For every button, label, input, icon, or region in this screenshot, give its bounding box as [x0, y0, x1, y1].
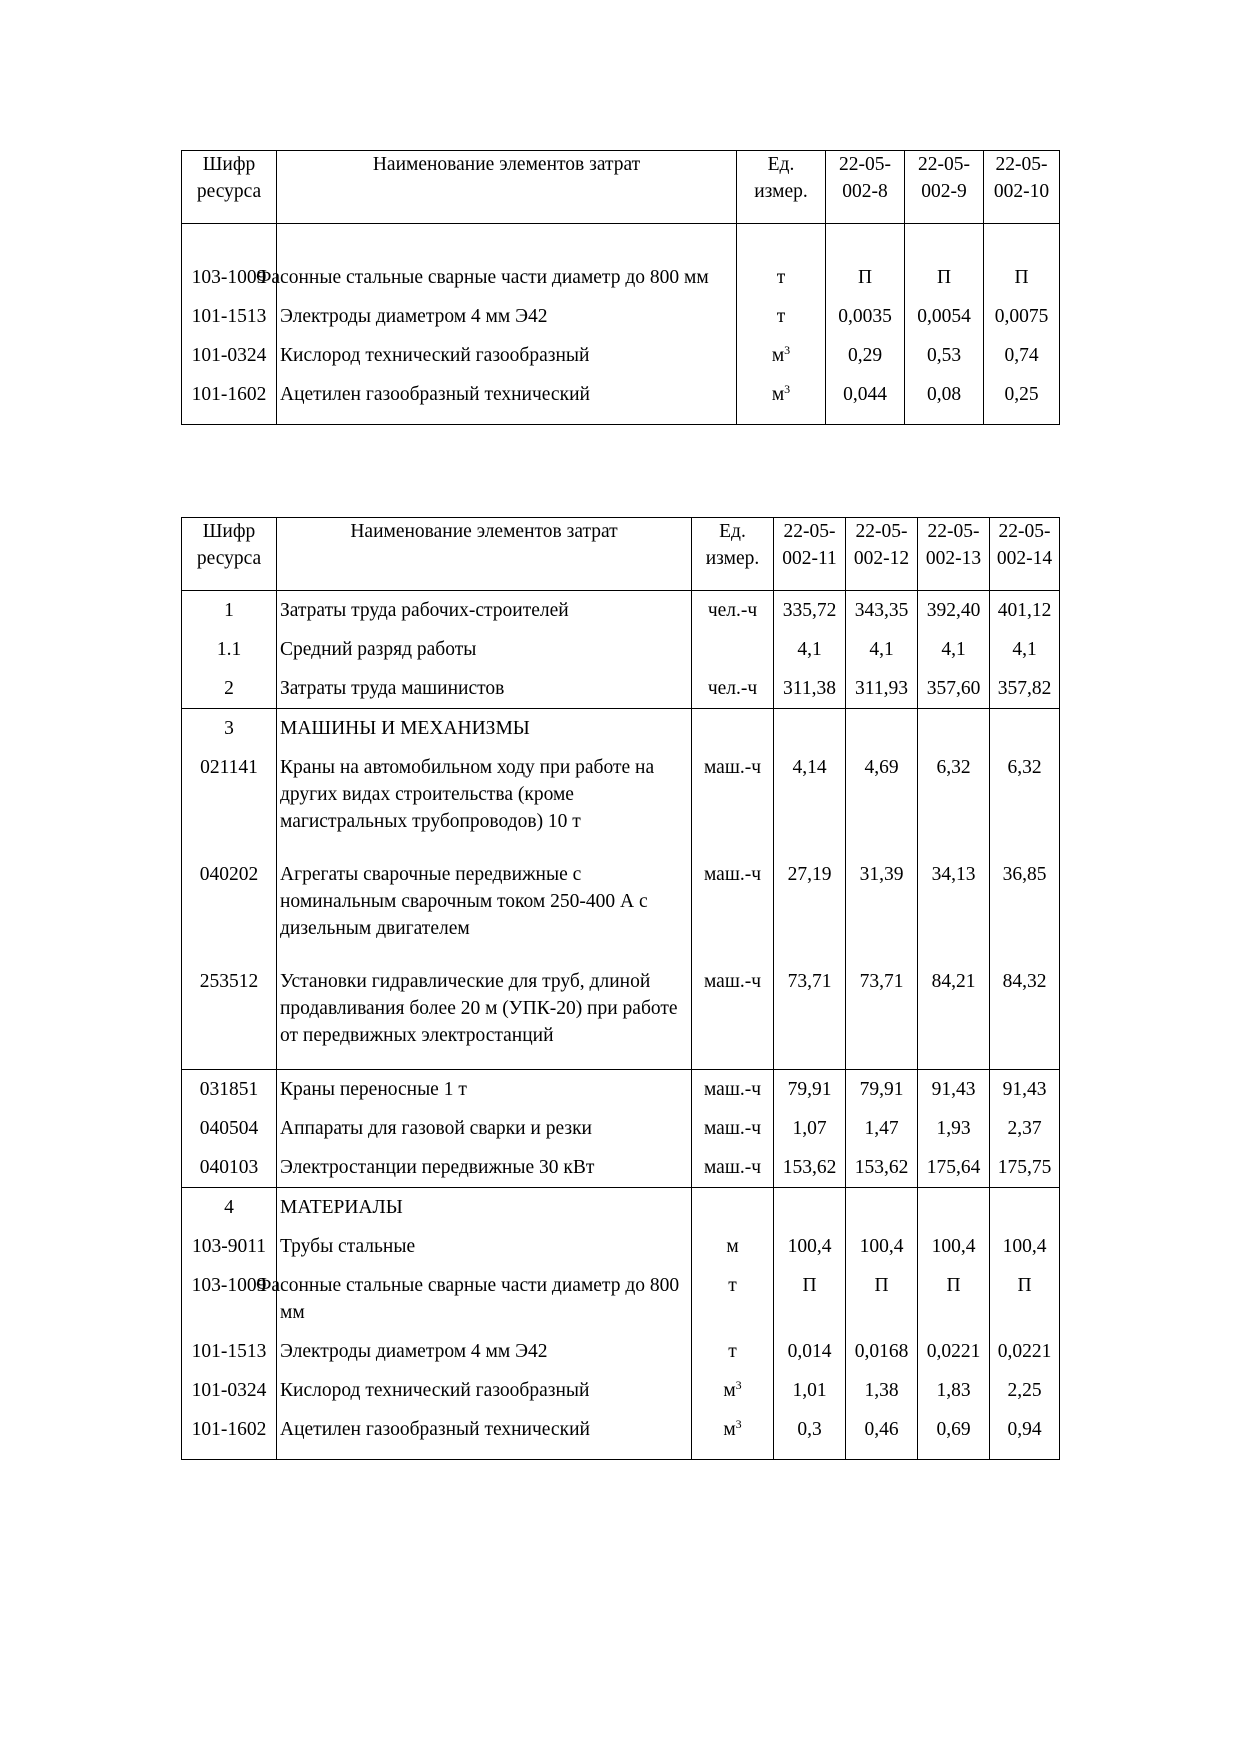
table-row: [182, 297, 1060, 336]
row-value: 335,72: [774, 591, 846, 631]
row-value: 0,0221: [990, 1332, 1060, 1371]
table-row: [182, 1410, 1060, 1460]
row-value: 0,0054: [905, 297, 984, 336]
row-value: 91,43: [990, 1070, 1060, 1110]
table-row: [182, 855, 1060, 962]
row-value: П: [905, 224, 984, 298]
row-value: 153,62: [774, 1148, 846, 1188]
header-col: 22-05-002-14: [990, 518, 1060, 591]
row-value: 0,46: [846, 1410, 918, 1460]
row-code: 101-1602: [182, 375, 277, 425]
row-name: Аппараты для газовой сварки и резки: [277, 1109, 692, 1148]
row-code: 103-9011: [182, 1227, 277, 1266]
row-unit: м: [692, 1227, 774, 1266]
row-value: 0,0075: [984, 297, 1060, 336]
row-value: 0,25: [984, 375, 1060, 425]
row-value: [774, 709, 846, 749]
row-value: 31,39: [846, 855, 918, 962]
row-value: П: [846, 1266, 918, 1332]
row-unit: $м^3$: [692, 1371, 774, 1410]
table-row: [182, 748, 1060, 855]
row-value: [774, 1188, 846, 1228]
row-value: 100,4: [774, 1227, 846, 1266]
header-col: 22-05-002-11: [774, 518, 846, 591]
row-unit: маш.-ч: [692, 1148, 774, 1188]
row-value: 36,85: [990, 855, 1060, 962]
table-row: [182, 336, 1060, 375]
row-code: 101-0324: [182, 336, 277, 375]
row-name: Установки гидравлические для труб, длиной продавливания более 20 м (УПК-20) при работе от передвижных электростанций: [277, 962, 692, 1070]
table-header-row: [182, 151, 1060, 224]
row-value: 0,3: [774, 1410, 846, 1460]
resource-table-1: [181, 150, 1060, 425]
row-value: 6,32: [990, 748, 1060, 855]
row-value: 100,4: [990, 1227, 1060, 1266]
row-value: 0,74: [984, 336, 1060, 375]
row-value: П: [990, 1266, 1060, 1332]
row-name: Кислород технический газообразный: [277, 336, 737, 375]
row-unit: маш.-ч: [692, 1070, 774, 1110]
header-col: 22-05-002-9: [905, 151, 984, 224]
row-value: 357,60: [918, 669, 990, 709]
table-row: [182, 1188, 1060, 1228]
row-value: 0,29: [826, 336, 905, 375]
row-value: 73,71: [774, 962, 846, 1070]
row-value: 84,21: [918, 962, 990, 1070]
table-row: [182, 1266, 1060, 1332]
row-value: 100,4: [918, 1227, 990, 1266]
row-value: [990, 1188, 1060, 1228]
row-name: Краны переносные 1 т: [277, 1070, 692, 1110]
row-value: 175,64: [918, 1148, 990, 1188]
row-value: 311,38: [774, 669, 846, 709]
row-name: Краны на автомобильном ходу при работе на других видах строительства (кроме магистральных трубопроводов) 10 т: [277, 748, 692, 855]
table-row: [182, 224, 1060, 298]
row-unit: маш.-ч: [692, 962, 774, 1070]
table-header-row: [182, 518, 1060, 591]
row-value: 392,40: [918, 591, 990, 631]
row-value: 34,13: [918, 855, 990, 962]
row-value: 1,83: [918, 1371, 990, 1410]
header-name: Наименование элементов затрат: [277, 518, 692, 591]
row-unit: $м^3$: [737, 375, 826, 425]
row-name: Затраты труда машинистов: [277, 669, 692, 709]
row-value: 4,69: [846, 748, 918, 855]
row-code: 040504: [182, 1109, 277, 1148]
table-row: [182, 1227, 1060, 1266]
table-row: [182, 1371, 1060, 1410]
row-code: 101-0324: [182, 1371, 277, 1410]
table-row: [182, 709, 1060, 749]
row-value: 0,0221: [918, 1332, 990, 1371]
row-value: П: [984, 224, 1060, 298]
row-unit: маш.-ч: [692, 748, 774, 855]
row-value: 4,1: [918, 630, 990, 669]
row-value: 1,93: [918, 1109, 990, 1148]
row-value: 1,47: [846, 1109, 918, 1148]
row-value: 357,82: [990, 669, 1060, 709]
row-value: 2,37: [990, 1109, 1060, 1148]
row-unit: чел.-ч: [692, 591, 774, 631]
row-value: 0,08: [905, 375, 984, 425]
header-col: 22-05-002-13: [918, 518, 990, 591]
row-value: 79,91: [846, 1070, 918, 1110]
row-value: [990, 709, 1060, 749]
row-code: 101-1602: [182, 1410, 277, 1460]
row-code: 1.1: [182, 630, 277, 669]
header-col: 22-05-002-8: [826, 151, 905, 224]
row-value: 100,4: [846, 1227, 918, 1266]
table-row: [182, 1148, 1060, 1188]
row-value: 1,38: [846, 1371, 918, 1410]
row-value: 91,43: [918, 1070, 990, 1110]
row-value: 0,53: [905, 336, 984, 375]
row-code: 253512: [182, 962, 277, 1070]
table-row: [182, 591, 1060, 631]
row-value: [918, 1188, 990, 1228]
table-row: [182, 1109, 1060, 1148]
row-code: 2: [182, 669, 277, 709]
row-code: 103-1009: [182, 224, 277, 298]
row-value: 153,62: [846, 1148, 918, 1188]
row-value: 73,71: [846, 962, 918, 1070]
table-row: [182, 962, 1060, 1070]
row-value: 27,19: [774, 855, 846, 962]
row-unit: маш.-ч: [692, 1109, 774, 1148]
row-name: Агрегаты сварочные передвижные с номинальным сварочным током 250-400 А с дизельным двигателем: [277, 855, 692, 962]
row-code: 040202: [182, 855, 277, 962]
row-value: 6,32: [918, 748, 990, 855]
table-row: [182, 375, 1060, 425]
row-name: Кислород технический газообразный: [277, 1371, 692, 1410]
row-name: Средний разряд работы: [277, 630, 692, 669]
row-code: 4: [182, 1188, 277, 1228]
row-name: Электроды диаметром 4 мм Э42: [277, 297, 737, 336]
row-value: 0,94: [990, 1410, 1060, 1460]
row-unit: [692, 709, 774, 749]
row-code: 3: [182, 709, 277, 749]
table-row: [182, 669, 1060, 709]
row-value: 0,0168: [846, 1332, 918, 1371]
row-name: Фасонные стальные сварные части диаметр до 800 мм: [277, 224, 737, 298]
row-value: П: [826, 224, 905, 298]
row-value: 2,25: [990, 1371, 1060, 1410]
header-name: Наименование элементов затрат: [277, 151, 737, 224]
row-unit: маш.-ч: [692, 855, 774, 962]
row-unit: т: [737, 297, 826, 336]
row-code: 040103: [182, 1148, 277, 1188]
row-value: 401,12: [990, 591, 1060, 631]
row-code: 101-1513: [182, 297, 277, 336]
row-code: 101-1513: [182, 1332, 277, 1371]
table-row: [182, 630, 1060, 669]
row-name: Электроды диаметром 4 мм Э42: [277, 1332, 692, 1371]
header-code: Шифр ресурса: [182, 518, 277, 591]
header-code: Шифр ресурса: [182, 151, 277, 224]
header-unit: Ед. измер.: [737, 151, 826, 224]
row-code: 103-1009: [182, 1266, 277, 1332]
row-value: 0,0035: [826, 297, 905, 336]
row-code: 1: [182, 591, 277, 631]
row-value: П: [774, 1266, 846, 1332]
header-col: 22-05-002-12: [846, 518, 918, 591]
row-name: Трубы стальные: [277, 1227, 692, 1266]
table-row: [182, 1070, 1060, 1110]
row-unit: $м^3$: [737, 336, 826, 375]
row-value: 4,1: [990, 630, 1060, 669]
row-value: 0,69: [918, 1410, 990, 1460]
row-value: 1,07: [774, 1109, 846, 1148]
resource-table-2: [181, 517, 1060, 1460]
header-col: 22-05-002-10: [984, 151, 1060, 224]
row-value: 175,75: [990, 1148, 1060, 1188]
row-name: Ацетилен газообразный технический: [277, 1410, 692, 1460]
row-value: [846, 709, 918, 749]
row-value: 84,32: [990, 962, 1060, 1070]
row-name: Электростанции передвижные 30 кВт: [277, 1148, 692, 1188]
row-value: [846, 1188, 918, 1228]
table-row: [182, 1332, 1060, 1371]
row-name: МАТЕРИАЛЫ: [277, 1188, 692, 1228]
row-value: 0,044: [826, 375, 905, 425]
row-unit: [692, 630, 774, 669]
row-name: Ацетилен газообразный технический: [277, 375, 737, 425]
row-name: МАШИНЫ И МЕХАНИЗМЫ: [277, 709, 692, 749]
row-value: 79,91: [774, 1070, 846, 1110]
row-value: 1,01: [774, 1371, 846, 1410]
row-name: Фасонные стальные сварные части диаметр до 800 мм: [277, 1266, 692, 1332]
row-unit: [692, 1188, 774, 1228]
row-code: 031851: [182, 1070, 277, 1110]
row-name: Затраты труда рабочих-строителей: [277, 591, 692, 631]
row-unit: чел.-ч: [692, 669, 774, 709]
row-unit: $м^3$: [692, 1410, 774, 1460]
row-value: 4,1: [774, 630, 846, 669]
row-unit: т: [692, 1266, 774, 1332]
row-value: 4,14: [774, 748, 846, 855]
row-code: 021141: [182, 748, 277, 855]
row-unit: т: [737, 224, 826, 298]
row-unit: т: [692, 1332, 774, 1371]
row-value: 311,93: [846, 669, 918, 709]
row-value: 343,35: [846, 591, 918, 631]
row-value: 4,1: [846, 630, 918, 669]
row-value: П: [918, 1266, 990, 1332]
row-value: [918, 709, 990, 749]
row-value: 0,014: [774, 1332, 846, 1371]
header-unit: Ед. измер.: [692, 518, 774, 591]
